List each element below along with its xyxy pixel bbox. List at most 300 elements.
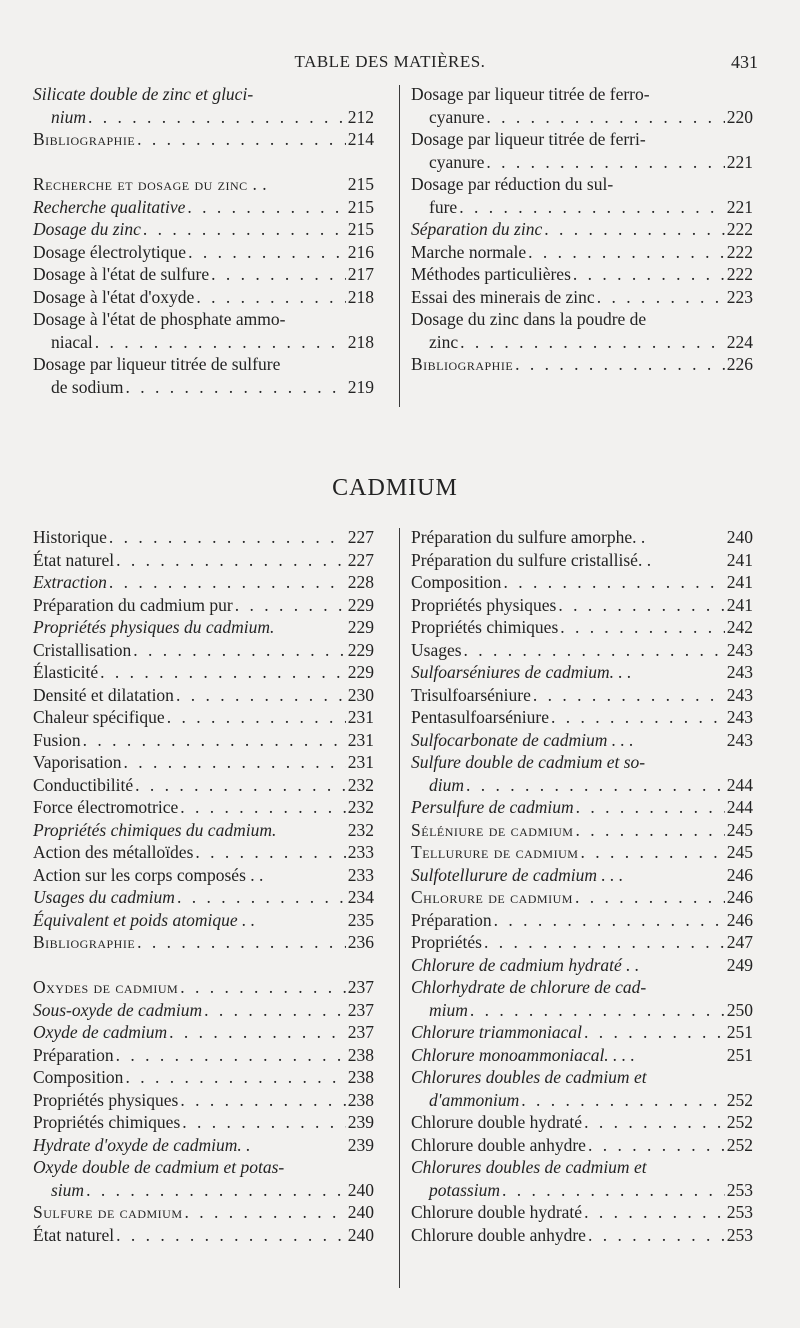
- toc-page-number: 221: [726, 151, 753, 172]
- toc-page-number: 229: [347, 639, 374, 660]
- toc-entry: [411, 909, 753, 932]
- dot-leader: [502, 1179, 725, 1202]
- toc-page-number: 240: [347, 1224, 374, 1245]
- toc-entry-title: potassium: [429, 1179, 500, 1200]
- toc-page-number: 244: [726, 774, 753, 795]
- toc-page-number: 237: [347, 1022, 374, 1042]
- dot-leader: [584, 1111, 725, 1134]
- toc-entry: [411, 1111, 753, 1134]
- toc-page-number: 212: [347, 106, 374, 127]
- toc-entry-title: Action des métalloïdes: [33, 842, 194, 862]
- dot-leader: [588, 1134, 725, 1157]
- toc-page-number: 241: [726, 594, 753, 615]
- dot-leader: [180, 976, 346, 999]
- toc-page-number: 242: [726, 617, 753, 637]
- toc-entry: [33, 549, 374, 572]
- toc-entry-title: Force électromotrice: [33, 797, 179, 817]
- toc-page-number: 238: [347, 1089, 374, 1110]
- toc-page-number: 245: [726, 819, 753, 840]
- toc-entry: [411, 83, 753, 128]
- toc-entry-title: Vaporisation: [33, 752, 122, 772]
- toc-entry: [411, 616, 753, 639]
- toc-entry: [411, 1044, 753, 1067]
- toc-entry-title: Recherche qualitative: [33, 196, 186, 217]
- dot-leader: [464, 639, 725, 662]
- toc-page-number: 240: [347, 1202, 374, 1222]
- toc-page-number: 222: [726, 241, 753, 262]
- toc-entry-title: Chlorure double hydraté: [411, 1202, 583, 1222]
- dot-leader: [180, 796, 345, 819]
- dot-leader: [460, 331, 725, 354]
- dot-leader: [182, 1111, 345, 1134]
- toc-entry-title: Densité et dilatation: [33, 684, 174, 705]
- dot-leader: [528, 241, 725, 264]
- toc-page-number: 232: [347, 797, 374, 817]
- toc-entry-title: Préparation du cadmium pur: [33, 594, 233, 615]
- toc-entry-title: Sulfoarséniures de cadmium. . .: [411, 662, 632, 682]
- dot-leader: [188, 241, 346, 264]
- toc-page-number: 233: [347, 864, 374, 885]
- toc-entry-title: Composition: [411, 572, 502, 592]
- toc-entry-title: Préparation: [411, 909, 492, 930]
- toc-entry: [33, 353, 374, 398]
- toc-page-number: 219: [347, 376, 374, 397]
- dot-leader: [551, 706, 725, 729]
- toc-entry-title: Équivalent et poids atomique . .: [33, 909, 256, 930]
- toc-entry: [33, 173, 374, 196]
- toc-entry: [33, 639, 374, 662]
- toc-page-number: 243: [726, 729, 753, 750]
- dot-leader: [125, 1066, 345, 1089]
- toc-entry: [411, 128, 753, 173]
- toc-entry: [411, 286, 753, 309]
- toc-page-number: 249: [726, 954, 753, 975]
- toc-entry-title: Dosage par liqueur titrée de sulfure: [33, 354, 281, 374]
- toc-entry-title: Oxyde double de cadmium et potas-: [33, 1157, 285, 1177]
- toc-entry: [411, 1201, 753, 1224]
- toc-page-number: 252: [726, 1112, 753, 1132]
- toc-page-number: 215: [347, 219, 374, 239]
- toc-entry: [33, 976, 374, 999]
- toc-entry: [411, 976, 753, 1021]
- toc-entry: [33, 661, 374, 684]
- toc-entry: [33, 999, 374, 1022]
- toc-page-number: 243: [726, 684, 753, 705]
- toc-entry: [33, 1111, 374, 1134]
- toc-entry-title: Persulfure de cadmium: [411, 797, 574, 817]
- toc-page-number: 232: [347, 774, 374, 795]
- toc-entry-title: Propriétés physiques: [411, 594, 557, 615]
- toc-entry-title: Chlorures doubles de cadmium et: [411, 1067, 647, 1087]
- toc-entry: [411, 1134, 753, 1157]
- toc-page-number: 223: [726, 286, 753, 307]
- toc-entry: [33, 729, 374, 752]
- toc-entry-title: Séléniure de cadmium: [411, 819, 574, 840]
- toc-entry: [33, 819, 374, 842]
- toc-entry-title: État naturel: [33, 1224, 115, 1245]
- toc-page-number: 227: [347, 527, 374, 547]
- toc-page-number: 230: [347, 684, 374, 705]
- toc-entry: [411, 218, 753, 241]
- toc-entry: [33, 909, 374, 932]
- toc-entry-title: zinc: [429, 331, 459, 352]
- toc-entry-title: Chlorure triammoniacal: [411, 1022, 582, 1042]
- toc-page-number: 221: [726, 196, 753, 217]
- toc-page-number: 238: [347, 1044, 374, 1065]
- toc-entry-title: nium: [51, 106, 86, 127]
- toc-entry: [411, 1224, 753, 1247]
- toc-entry-title: cyanure: [429, 151, 485, 172]
- dot-leader: [185, 1201, 346, 1224]
- toc-entry: [411, 308, 753, 353]
- toc-entry-title: Propriétés physiques: [33, 1089, 179, 1110]
- dot-leader: [180, 1089, 345, 1112]
- dot-leader: [584, 1021, 725, 1044]
- toc-entry-title: Trisulfoarséniure: [411, 684, 531, 705]
- toc-entry: [33, 218, 374, 241]
- toc-entry: [411, 864, 753, 887]
- dot-leader: [196, 286, 345, 309]
- toc-entry: [33, 886, 374, 909]
- toc-page-number: 244: [726, 797, 753, 817]
- toc-entry: [411, 954, 753, 977]
- toc-page-number: 217: [347, 264, 374, 284]
- toc-entry: [411, 1156, 753, 1201]
- toc-entry-title: Conductibilité: [33, 774, 134, 795]
- dot-leader: [597, 286, 725, 309]
- page-number: 431: [731, 52, 758, 72]
- toc-entry: [33, 1134, 374, 1157]
- toc-entry: [33, 263, 374, 286]
- toc-entry-title: Dosage par liqueur titrée de ferro-: [411, 84, 650, 104]
- toc-page-number: 237: [347, 977, 374, 997]
- dot-leader: [137, 128, 346, 151]
- toc-page-number: 253: [726, 1202, 753, 1222]
- dot-leader: [177, 886, 346, 909]
- toc-entry-title: Usages: [411, 639, 462, 660]
- toc-entry-title: Propriétés: [411, 932, 482, 952]
- toc-entry-title: Chlorures doubles de cadmium et: [411, 1157, 647, 1177]
- toc-entry: [411, 241, 753, 264]
- toc-page-number: 234: [347, 887, 374, 907]
- toc-entry: [411, 1021, 753, 1044]
- toc-entry: [411, 661, 753, 684]
- dot-leader: [484, 931, 725, 954]
- toc-entry: [411, 684, 753, 707]
- toc-entry-title: Méthodes particulières: [411, 264, 571, 284]
- toc-entry: [411, 549, 753, 572]
- toc-page-number: 246: [726, 909, 753, 930]
- toc-entry-title: Sulfotellurure de cadmium . . .: [411, 864, 624, 885]
- toc-entry: [33, 128, 374, 151]
- toc-entry-title: Bibliographie: [33, 932, 136, 952]
- toc-entry: [411, 751, 753, 796]
- dot-leader: [558, 594, 724, 617]
- toc-entry: [33, 83, 374, 128]
- toc-entry-title: Chlorure monoammoniacal. . . .: [411, 1044, 635, 1065]
- dot-leader: [584, 1201, 725, 1224]
- toc-entry-title: Extraction: [33, 572, 107, 592]
- toc-entry-title: d'ammonium: [429, 1089, 520, 1110]
- toc-entry-title: Tellurure de cadmium: [411, 842, 579, 862]
- toc-page-number: 240: [347, 1179, 374, 1200]
- toc-entry-title: sium: [51, 1179, 85, 1200]
- dot-leader: [86, 1179, 346, 1202]
- toc-entry-title: Préparation du sulfure amorphe. .: [411, 527, 646, 547]
- toc-entry: [33, 1021, 374, 1044]
- toc-entry-title: Propriétés chimiques: [33, 1112, 181, 1132]
- toc-entry: [411, 886, 753, 909]
- toc-entry-title: Pentasulfoarséniure: [411, 707, 550, 727]
- toc-entry-title: Séparation du zinc: [411, 219, 543, 239]
- toc-entry: [33, 841, 374, 864]
- toc-entry-title: mium: [429, 999, 468, 1020]
- toc-entry: [411, 841, 753, 864]
- toc-page-number: 253: [726, 1224, 753, 1245]
- toc-entry-title: Essai des minerais de zinc: [411, 286, 595, 307]
- toc-entry-title: Préparation: [33, 1044, 114, 1065]
- dot-leader: [575, 886, 725, 909]
- dot-leader: [573, 263, 725, 286]
- toc-entry: [411, 819, 753, 842]
- toc-entry: [33, 751, 374, 774]
- toc-entry-title: Sous-oxyde de cadmium: [33, 999, 203, 1020]
- dot-leader: [211, 263, 346, 286]
- header-title: TABLE DES MATIÈRES.: [294, 52, 486, 71]
- dot-leader: [116, 1044, 346, 1067]
- toc-page-number: 229: [347, 662, 374, 682]
- toc-entry: [33, 286, 374, 309]
- toc-entry-title: Sulfocarbonate de cadmium . . .: [411, 729, 634, 750]
- column-divider-bottom: [399, 528, 400, 1288]
- toc-entry-title: Action sur les corps composés . .: [33, 864, 264, 885]
- toc-entry: [411, 263, 753, 286]
- toc-entry: [411, 594, 753, 617]
- toc-entry-title: Propriétés chimiques du cadmium.: [33, 819, 277, 840]
- dot-leader: [137, 931, 346, 954]
- toc-entry-title: Propriétés physiques du cadmium.: [33, 617, 275, 637]
- toc-page-number: 215: [347, 196, 374, 217]
- toc-entry: [33, 1089, 374, 1112]
- dot-leader: [204, 999, 346, 1022]
- toc-page-number: 235: [347, 909, 374, 930]
- toc-entry-title: cyanure: [429, 106, 485, 127]
- toc-entry-title: de sodium: [51, 376, 124, 397]
- toc-entry-title: Fusion: [33, 729, 81, 750]
- toc-entry: [411, 796, 753, 819]
- toc-entry: [411, 729, 753, 752]
- toc-page-number: 220: [726, 106, 753, 127]
- dot-leader: [187, 196, 345, 219]
- toc-entry: [33, 526, 374, 549]
- toc-entry-title: Dosage du zinc dans la poudre de: [411, 309, 647, 329]
- toc-page-number: 218: [347, 286, 374, 307]
- toc-entry: [411, 706, 753, 729]
- toc-entry-title: Oxydes de cadmium: [33, 977, 179, 997]
- dot-leader: [503, 571, 724, 594]
- toc-entry: [411, 353, 753, 376]
- toc-entry: [33, 241, 374, 264]
- toc-page-number: 247: [726, 932, 753, 952]
- toc-page-number: 229: [347, 617, 374, 637]
- dot-leader: [235, 594, 346, 617]
- toc-page-number: 240: [726, 527, 753, 547]
- dot-leader: [123, 751, 345, 774]
- dot-leader: [521, 1089, 724, 1112]
- dot-leader: [588, 1224, 725, 1247]
- dot-leader: [580, 841, 724, 864]
- toc-entry-title: niacal: [51, 331, 93, 352]
- toc-page-number: 251: [726, 1022, 753, 1042]
- toc-page-number: 252: [726, 1089, 753, 1110]
- toc-page-number: 229: [347, 594, 374, 615]
- toc-page-number: 239: [347, 1112, 374, 1132]
- toc-page-number: 245: [726, 842, 753, 862]
- toc-page-number: 253: [726, 1179, 753, 1200]
- toc-page-number: 228: [347, 572, 374, 592]
- toc-page-number: 222: [726, 219, 753, 239]
- dot-leader: [470, 999, 725, 1022]
- toc-page-number: 231: [347, 729, 374, 750]
- toc-page-number: 243: [726, 707, 753, 727]
- dot-leader: [83, 729, 346, 752]
- toc-entry-title: Chlorure double anhydre: [411, 1224, 586, 1245]
- toc-page-number: 236: [347, 932, 374, 952]
- toc-entry-title: Dosage à l'état d'oxyde: [33, 286, 195, 307]
- toc-entry: [33, 1201, 374, 1224]
- toc-page-number: 231: [347, 752, 374, 772]
- toc-page-number: 251: [726, 1044, 753, 1065]
- toc-entry-title: Oxyde de cadmium: [33, 1022, 168, 1042]
- dot-leader: [116, 1224, 346, 1247]
- toc-page-number: 246: [726, 864, 753, 885]
- toc-entry: [411, 173, 753, 218]
- dot-leader: [466, 774, 725, 797]
- running-header: [0, 50, 800, 76]
- toc-entry: [33, 571, 374, 594]
- toc-entry-title: Sulfure double de cadmium et so-: [411, 752, 646, 772]
- toc-page-number: 252: [726, 1134, 753, 1155]
- toc-entry-title: Dosage électrolytique: [33, 241, 187, 262]
- toc-entry: [33, 931, 374, 954]
- toc-entry: [33, 1224, 374, 1247]
- toc-entry-title: Propriétés chimiques: [411, 617, 559, 637]
- toc-entry: [33, 1066, 374, 1089]
- toc-entry-title: Marche normale: [411, 241, 527, 262]
- toc-entry: [411, 1066, 753, 1111]
- toc-entry-title: Silicate double de zinc et gluci-: [33, 84, 254, 104]
- toc-entry: [33, 616, 374, 639]
- toc-entry: [33, 864, 374, 887]
- toc-page-number: 214: [347, 129, 374, 149]
- toc-page-number: 246: [726, 887, 753, 907]
- toc-entry: [33, 706, 374, 729]
- dot-leader: [515, 353, 725, 376]
- toc-entry-title: Recherche et dosage du zinc . .: [33, 174, 268, 194]
- toc-entry-title: Bibliographie: [33, 129, 136, 149]
- dot-leader: [95, 331, 346, 354]
- toc-entry-title: Chlorure double anhydre: [411, 1134, 586, 1155]
- toc-entry-title: Chlorure double hydraté: [411, 1112, 583, 1132]
- toc-entry-title: Dosage par réduction du sul-: [411, 174, 614, 194]
- dot-leader: [135, 774, 346, 797]
- toc-entry: [33, 774, 374, 797]
- dot-leader: [100, 661, 346, 684]
- toc-entry-title: Élasticité: [33, 662, 99, 682]
- toc-page-number: 243: [726, 639, 753, 660]
- toc-entry-title: Sulfure de cadmium: [33, 1202, 183, 1222]
- toc-entry: [411, 931, 753, 954]
- dot-leader: [533, 684, 725, 707]
- toc-entry-title: Dosage à l'état de sulfure: [33, 264, 210, 284]
- dot-leader: [560, 616, 724, 639]
- toc-entry-title: Composition: [33, 1067, 124, 1087]
- dot-leader: [125, 376, 345, 399]
- section-title: CADMIUM: [332, 475, 458, 501]
- toc-entry-title: Hydrate d'oxyde de cadmium. .: [33, 1134, 251, 1155]
- toc-entry: [33, 796, 374, 819]
- toc-entry: [33, 308, 374, 353]
- toc-page-number: 243: [726, 662, 753, 682]
- dot-leader: [133, 639, 346, 662]
- dot-leader: [143, 218, 346, 241]
- toc-entry: [411, 571, 753, 594]
- toc-page-number: 238: [347, 1067, 374, 1087]
- dot-leader: [195, 841, 345, 864]
- toc-entry-title: Chlorure de cadmium: [411, 887, 573, 907]
- toc-entry-title: Cristallisation: [33, 639, 132, 660]
- toc-page-number: 239: [347, 1134, 374, 1155]
- toc-page-number: 224: [726, 331, 753, 352]
- dot-leader: [109, 571, 346, 594]
- toc-page-number: 250: [726, 999, 753, 1020]
- toc-page-number: 232: [347, 819, 374, 840]
- toc-page-number: 241: [726, 549, 753, 570]
- toc-page-number: 218: [347, 331, 374, 352]
- toc-entry-title: État naturel: [33, 549, 115, 570]
- toc-entry-title: Chlorure de cadmium hydraté . .: [411, 954, 640, 975]
- toc-entry: [33, 684, 374, 707]
- toc-entry-title: Bibliographie: [411, 354, 514, 374]
- dot-leader: [576, 796, 725, 819]
- toc-page-number: 216: [347, 241, 374, 262]
- toc-entry: [33, 1044, 374, 1067]
- toc-entry-title: Usages du cadmium: [33, 887, 175, 907]
- dot-leader: [486, 151, 724, 174]
- dot-leader: [575, 819, 724, 842]
- dot-leader: [486, 106, 724, 129]
- toc-entry: [33, 196, 374, 219]
- toc-page-number: 226: [726, 354, 753, 374]
- column-divider-top: [399, 85, 400, 407]
- toc-page-number: 215: [347, 174, 374, 194]
- toc-entry-title: Dosage par liqueur titrée de ferri-: [411, 129, 646, 149]
- dot-leader: [459, 196, 725, 219]
- dot-leader: [109, 526, 346, 549]
- toc-entry-title: Dosage du zinc: [33, 219, 141, 239]
- toc-entry-title: Dosage à l'état de phosphate ammo-: [33, 309, 286, 329]
- toc-page-number: 241: [726, 572, 753, 592]
- toc-page-number: 222: [726, 264, 753, 284]
- dot-leader: [167, 706, 346, 729]
- dot-leader: [116, 549, 346, 572]
- toc-page-number: 227: [347, 549, 374, 570]
- dot-leader: [169, 1021, 346, 1044]
- dot-leader: [494, 909, 725, 932]
- toc-entry-title: Chlorhydrate de chlorure de cad-: [411, 977, 647, 997]
- dot-leader: [88, 106, 346, 129]
- toc-entry-title: Historique: [33, 527, 107, 547]
